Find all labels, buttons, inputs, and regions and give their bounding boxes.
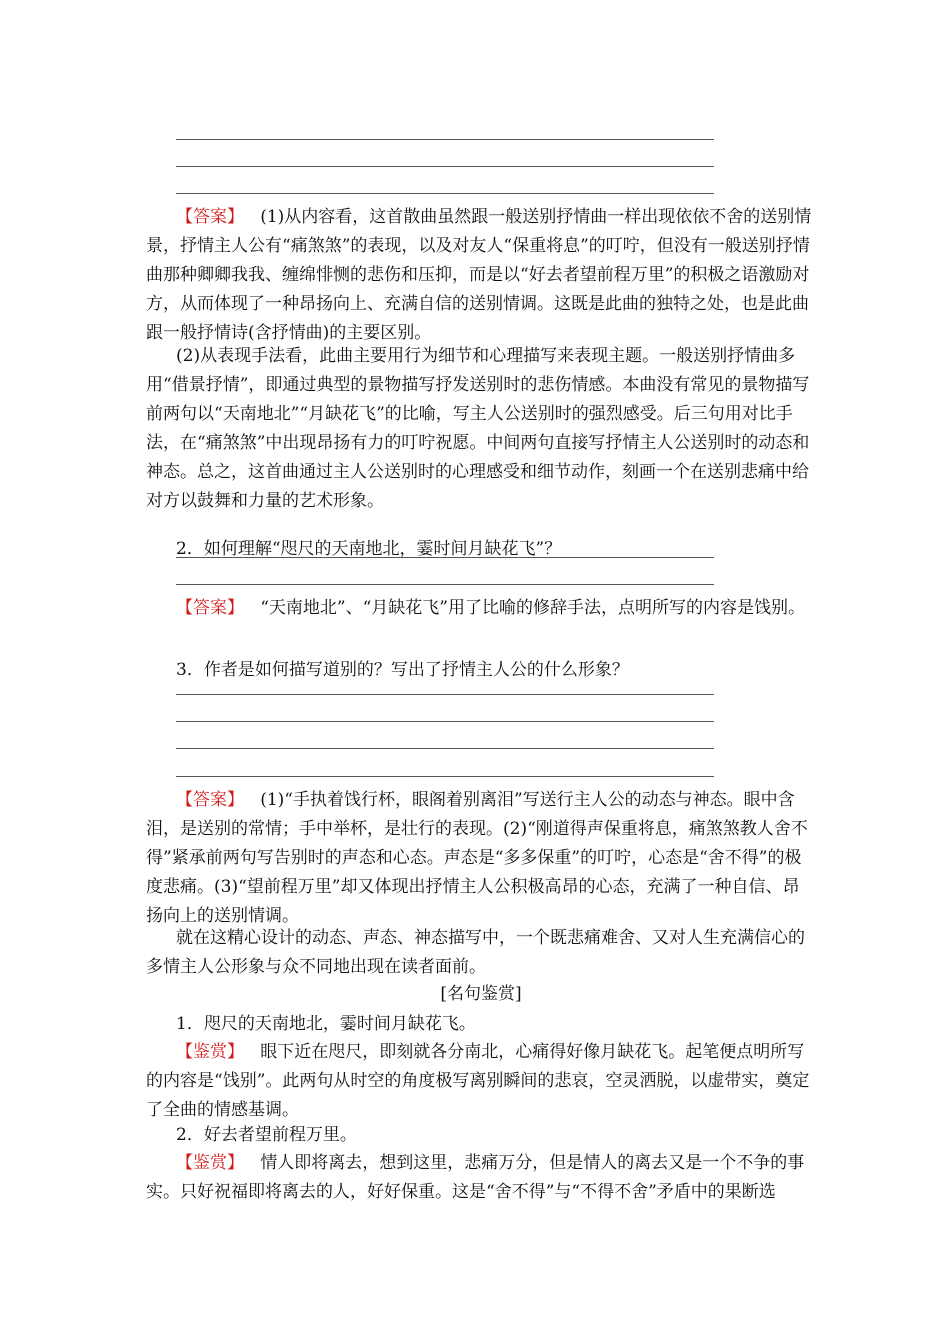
q2-answer: 【答案】 “天南地北”、“月缺花飞”用了比喻的修辞手法，点明所写的内容是饯别。: [176, 598, 805, 618]
answer-line: [176, 584, 714, 585]
answer-tag: 【答案】: [176, 598, 244, 618]
q1-answer-part2: (2)从表现手法看，此曲主要用行为细节和心理描写来表现主题。一般送别抒情曲多用“借景抒情”，即通过典型的景物描写抒发送别时的悲伤情感。本曲没有常见的景物描写前两句以“天南地北”“月缺花飞”的比喻，写主人公送别时的强烈感受。后三句用对比手法，在“痛煞煞”中出现昂扬有力的叮咛祝愿。中间两句直接写抒情主人公送别时的动态和神态。总之，这首曲通过主人公送别时的心理感受和细节动作，刻画一个在送别悲痛中给对方以鼓舞和力量的艺术形象。: [146, 346, 810, 511]
appreciation-tag: 【鉴赏】: [176, 1042, 244, 1062]
answer-line: [176, 193, 714, 194]
q3-question: 3．作者是如何描写道别的？写出了抒情主人公的什么形象？: [176, 660, 629, 680]
answer-line: [176, 721, 714, 722]
section-heading: [名句鉴赏]: [440, 984, 522, 1004]
answer-line: [176, 748, 714, 749]
answer-line: [176, 166, 714, 167]
appreciation-tag: 【鉴赏】: [176, 1153, 244, 1173]
famous-item-1: 1．咫尺的天南地北，霎时间月缺花飞。: [176, 1014, 476, 1034]
answer-line: [176, 557, 714, 558]
famous-appreciation-1: 【鉴赏】 眼下近在咫尺，即刻就各分南北，心痛得好像月缺花飞。起笔便点明所写的内容是“饯别”。此两句从时空的角度极写离别瞬间的悲哀，空灵洒脱，以虚带实，奠定了全曲的情感基调。: [146, 1042, 810, 1120]
q1-answer-part1: 【答案】 (1)从内容看，这首散曲虽然跟一般送别抒情曲一样出现依依不舍的送别情景，抒情主人公有“痛煞煞”的表现，以及对友人“保重将息”的叮咛，但没有一般送别抒情曲那种卿卿我我、缠绵悱恻的悲伤和压抑，而是以“好去者望前程万里”的积极之语激励对方，从而体现了一种昂扬向上、充满自信的送别情调。这既是此曲的独特之处，也是此曲跟一般抒情诗(含抒情曲)的主要区别。: [146, 207, 812, 343]
famous-appreciation-2: 【鉴赏】 情人即将离去，想到这里，悲痛万分，但是情人的离去又是一个不争的事实。只好祝福即将离去的人，好好保重。这是“舍不得”与“不得不舍”矛盾中的果断选: [146, 1153, 805, 1202]
q2-question: 2．如何理解“咫尺的天南地北，霎时间月缺花飞”？: [176, 539, 562, 559]
answer-line: [176, 694, 714, 695]
answer-line: [176, 139, 714, 140]
q3-answer: 【答案】 (1)“手执着饯行杯，眼阁着别离泪”写送行主人公的动态与神态。眼中含泪，是送别的常情；手中举杯，是壮行的表现。(2)“刚道得声保重将息，痛煞煞教人舍不得”紧承前两句写告别时的声态和心态。声态是“多多保重”的叮咛，心态是“舍不得”的极度悲痛。(3)“望前程万里”却又体现出抒情主人公积极高昂的心态，充满了一种自信、昂扬向上的送别情调。: [146, 790, 808, 926]
answer-tag: 【答案】: [176, 790, 244, 810]
answer-line: [176, 776, 714, 777]
q3-summary: 就在这精心设计的动态、声态、神态描写中，一个既悲痛难舍、又对人生充满信心的多情主人公形象与众不同地出现在读者面前。: [146, 928, 805, 977]
answer-tag: 【答案】: [176, 207, 244, 227]
famous-item-2: 2．好去者望前程万里。: [176, 1125, 357, 1145]
